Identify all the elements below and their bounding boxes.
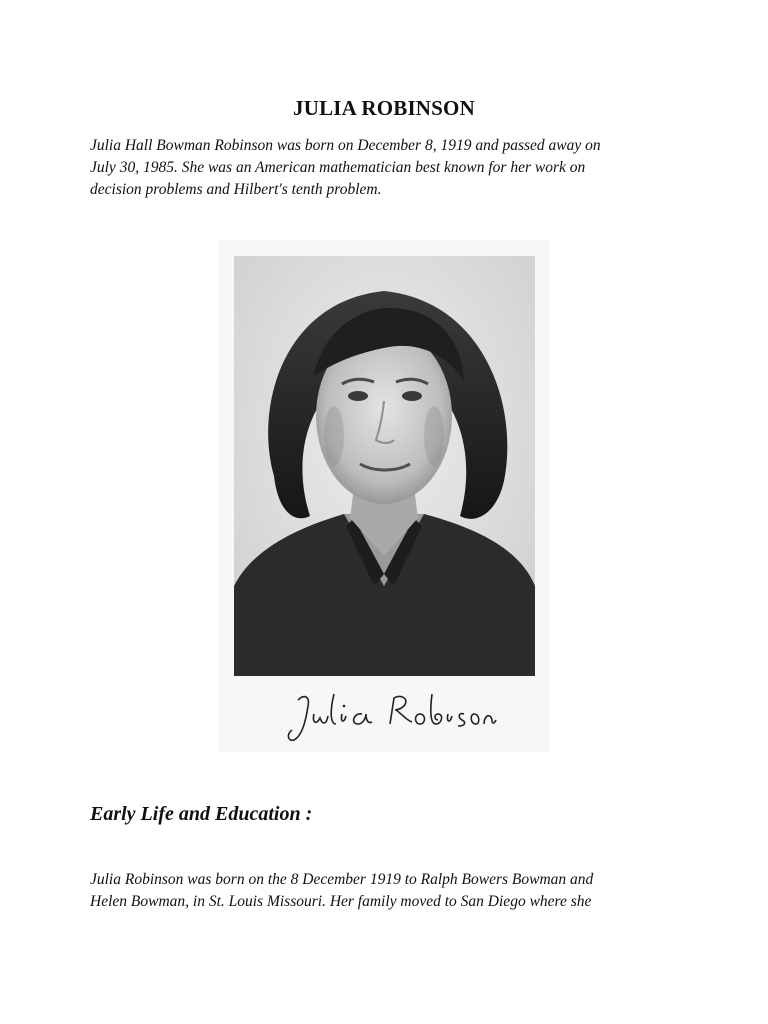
intro-line-1: Julia Hall Bowman Robinson was born on December 8, 1919 and passed away on: [90, 137, 601, 154]
body-line-2: Helen Bowman, in St. Louis Missouri. Her family moved to San Diego where she: [90, 893, 592, 910]
section-body: [90, 869, 690, 913]
intro-line-2: July 30, 1985. She was an American mathematician best known for her work on: [90, 159, 586, 176]
document-title: JULIA ROBINSON: [293, 96, 475, 120]
body-line-1: Julia Robinson was born on the 8 December 1919 to Ralph Bowers Bowman and: [90, 871, 594, 888]
intro-paragraph: [90, 135, 690, 201]
section-heading: Early Life and Education :: [90, 803, 313, 825]
portrait-photo: [234, 256, 535, 676]
intro-line-3: decision problems and Hilbert's tenth problem.: [90, 181, 382, 198]
signature: [280, 680, 500, 750]
